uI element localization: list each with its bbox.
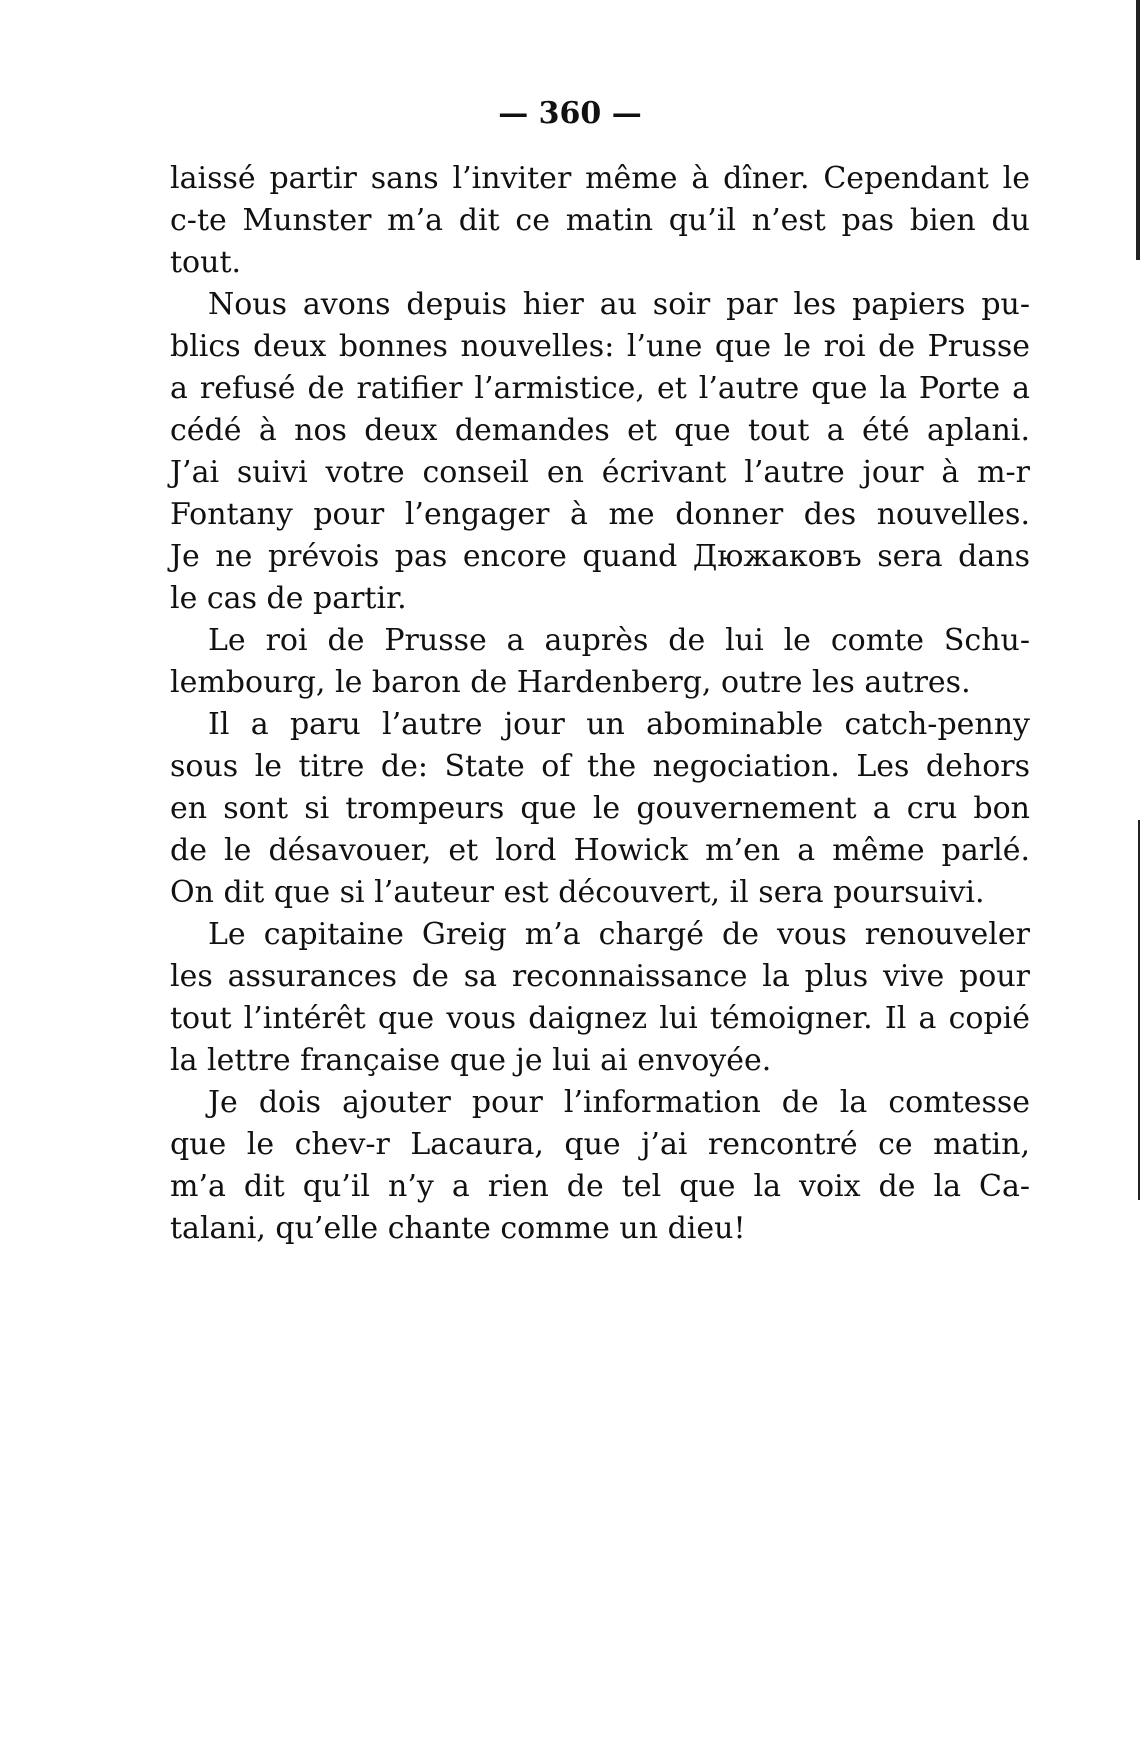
text-line: tout. — [170, 245, 242, 280]
text-line: de le désavouer, et lord Howick m’en a même parlé. — [170, 833, 1030, 868]
text-line: J’ai suivi votre conseil en écrivant l’autre jour à m-r — [170, 455, 1030, 490]
text-line: Le capitaine Greig m’a chargé de vous renouveler — [208, 917, 1030, 952]
text-line: en sont si trompeurs que le gouvernement a cru bon — [170, 791, 1030, 826]
text-line: c-te Munster m’a dit ce matin qu’il n’est pas bien du — [170, 203, 1030, 238]
text-line: blics deux bonnes nouvelles: l’une que le roi de Prusse — [170, 329, 1030, 364]
letter-text — [170, 158, 1030, 1250]
text-line: Je ne prévois pas encore quand Дюжаковъ sera dans — [170, 539, 1030, 574]
text-line: Le roi de Prusse a auprès de lui le comte Schu- — [208, 623, 1030, 658]
text-line: Je dois ajouter pour l’information de la comtesse — [208, 1085, 1030, 1120]
text-line: laissé partir sans l’inviter même à dîner. Cependant le — [170, 161, 1030, 196]
page-edge-mark — [1136, 0, 1140, 260]
text-line: les assurances de sa reconnaissance la plus vive pour — [170, 959, 1030, 994]
text-line: lembourg, le baron de Hardenberg, outre les autres. — [170, 665, 971, 700]
text-line: tout l’intérêt que vous daignez lui témoigner. Il a copié — [170, 1001, 1030, 1036]
text-line: que le chev-r Lacaura, que j’ai rencontré ce matin, — [170, 1127, 1030, 1162]
text-line: le cas de partir. — [170, 581, 407, 616]
page-number: — 360 — — [498, 96, 642, 131]
text-line: a refusé de ratifier l’armistice, et l’autre que la Porte a — [170, 371, 1030, 406]
text-line: talani, qu’elle chante comme un dieu! — [170, 1211, 746, 1246]
text-line: m’a dit qu’il n’y a rien de tel que la voix de la Ca- — [170, 1169, 1030, 1204]
text-line: Il a paru l’autre jour un abominable catch-penny — [208, 707, 1030, 742]
text-line: Fontany pour l’engager à me donner des nouvelles. — [170, 497, 1030, 532]
text-line: On dit que si l’auteur est découvert, il sera poursuivi. — [170, 875, 985, 910]
text-line: sous le titre de: State of the negociation. Les dehors — [170, 749, 1030, 784]
text-line: cédé à nos deux demandes et que tout a été aplani. — [170, 413, 1030, 448]
text-line: la lettre française que je lui ai envoyée. — [170, 1043, 772, 1078]
text-line: Nous avons depuis hier au soir par les papiers pu- — [208, 287, 1030, 322]
